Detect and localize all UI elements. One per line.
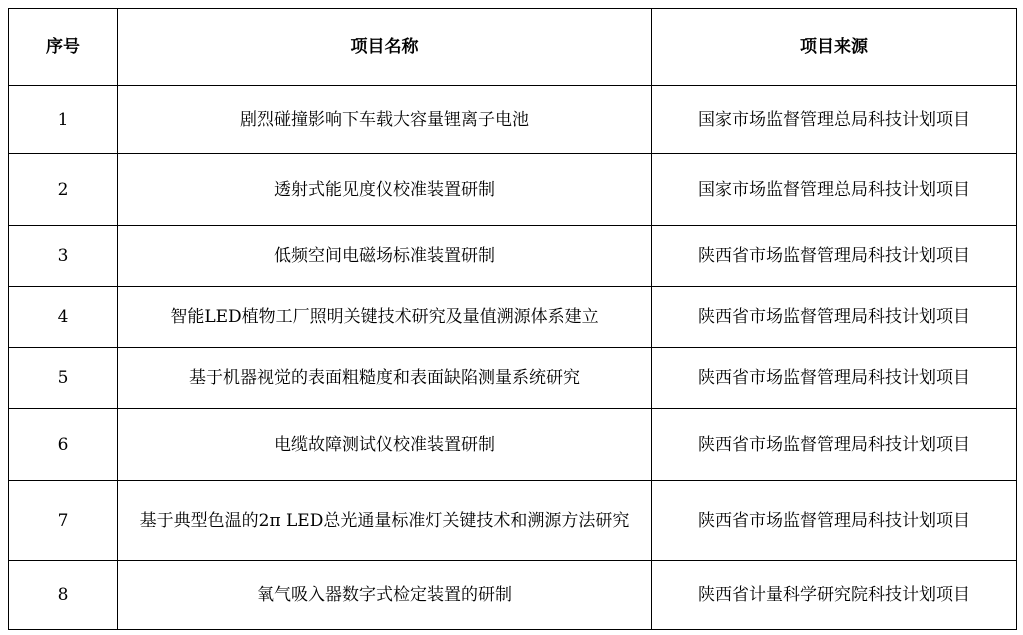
row-index: 7 [9,481,118,561]
row-index: 1 [9,86,118,154]
table-row [9,561,1017,630]
row-index: 2 [9,154,118,226]
project-name: 透射式能见度仪校准装置研制 [118,154,652,226]
project-source: 陕西省市场监督管理局科技计划项目 [652,481,1017,561]
project-table [8,8,1017,630]
row-index: 6 [9,409,118,481]
table-row [9,348,1017,409]
project-source: 国家市场监督管理总局科技计划项目 [652,154,1017,226]
project-name: 电缆故障测试仪校准装置研制 [118,409,652,481]
project-name: 氧气吸入器数字式检定装置的研制 [118,561,652,630]
project-source: 国家市场监督管理总局科技计划项目 [652,86,1017,154]
project-source: 陕西省市场监督管理局科技计划项目 [652,287,1017,348]
project-name: 剧烈碰撞影响下车载大容量锂离子电池 [118,86,652,154]
project-name: 基于机器视觉的表面粗糙度和表面缺陷测量系统研究 [118,348,652,409]
table-row [9,226,1017,287]
row-index: 3 [9,226,118,287]
project-source: 陕西省市场监督管理局科技计划项目 [652,226,1017,287]
header-project-name: 项目名称 [118,9,652,86]
table-row [9,287,1017,348]
row-index: 8 [9,561,118,630]
project-source: 陕西省市场监督管理局科技计划项目 [652,409,1017,481]
project-source: 陕西省计量科学研究院科技计划项目 [652,561,1017,630]
project-name: 低频空间电磁场标准装置研制 [118,226,652,287]
project-name: 基于典型色温的2π LED总光通量标准灯关键技术和溯源方法研究 [118,481,652,561]
table-header-row [9,9,1017,86]
project-name: 智能LED植物工厂照明关键技术研究及量值溯源体系建立 [118,287,652,348]
table-row [9,409,1017,481]
header-index: 序号 [9,9,118,86]
table-row [9,481,1017,561]
table-row [9,154,1017,226]
row-index: 5 [9,348,118,409]
table-row [9,86,1017,154]
header-project-source: 项目来源 [652,9,1017,86]
row-index: 4 [9,287,118,348]
project-source: 陕西省市场监督管理局科技计划项目 [652,348,1017,409]
